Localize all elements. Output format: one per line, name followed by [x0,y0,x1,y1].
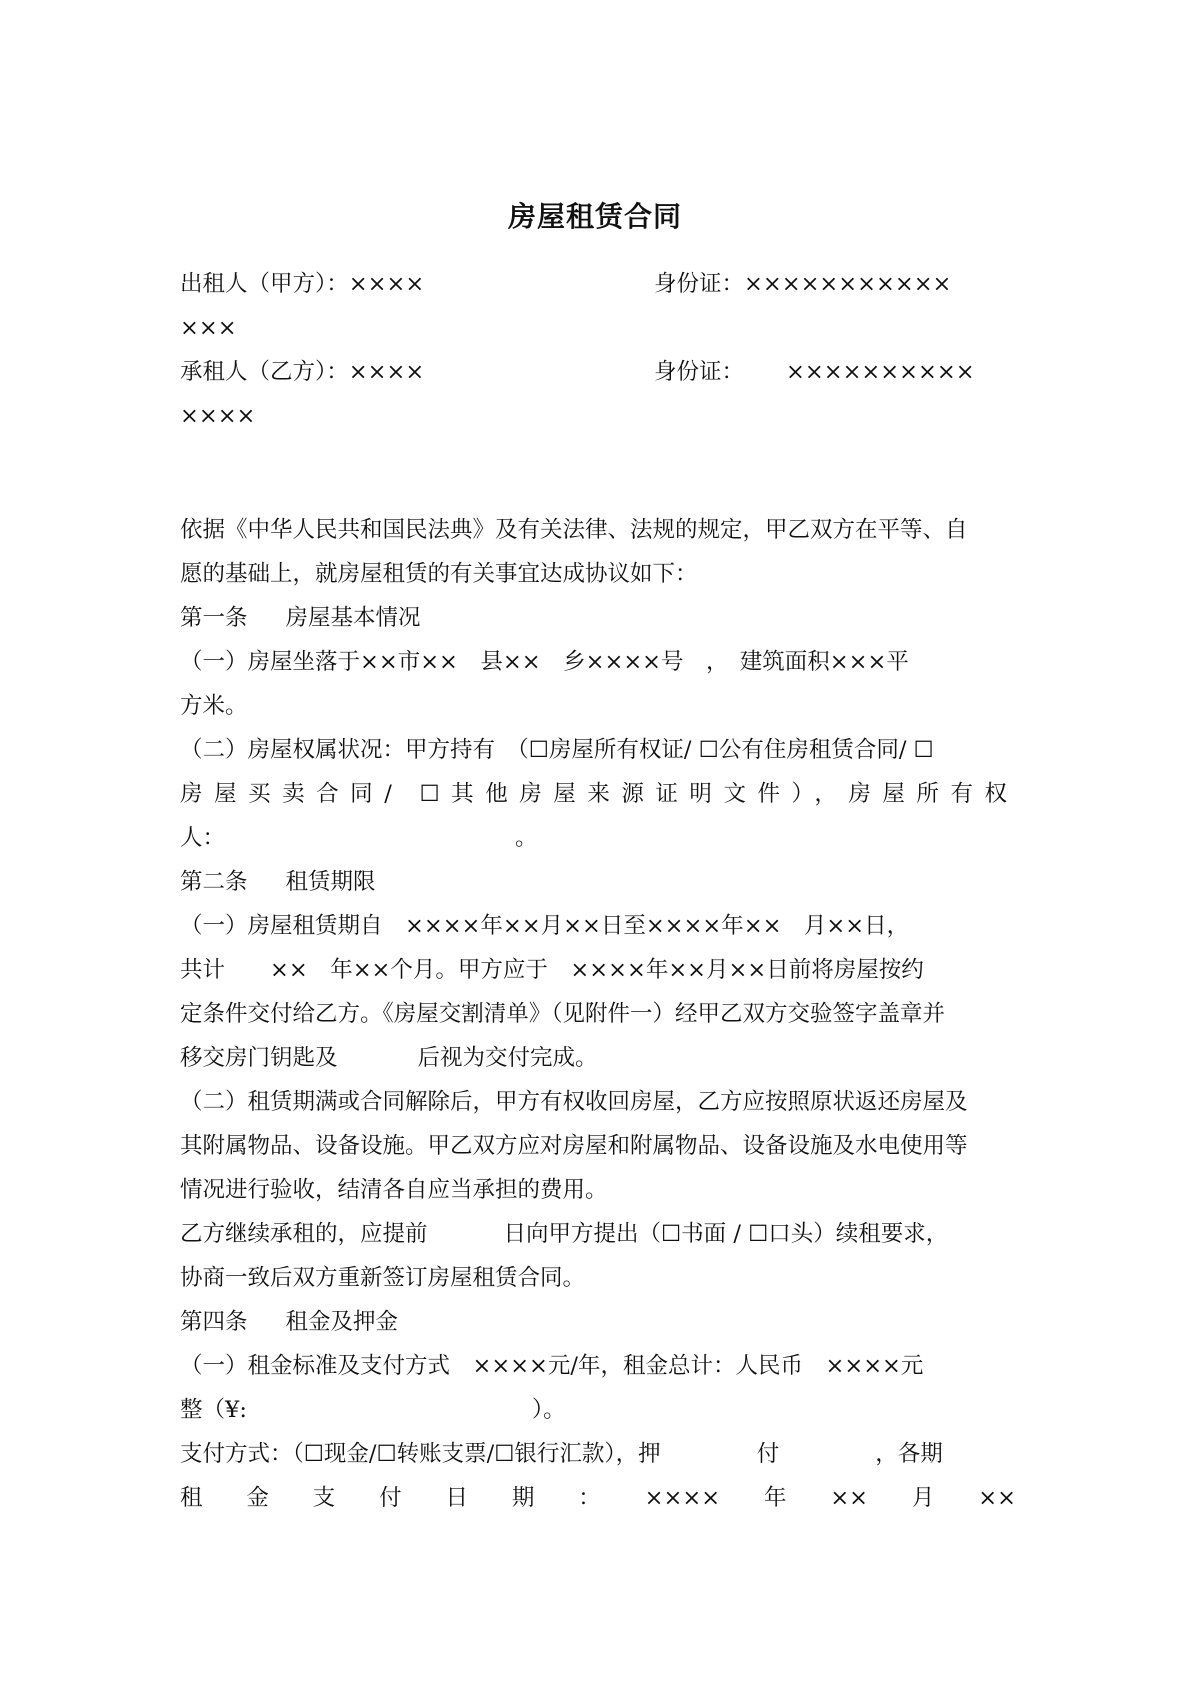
payment-method-line [180,1432,1016,1476]
owner-end: 。 [515,825,538,851]
lessee-id-value: ×××××××××× [786,359,975,385]
renewal-text-a: 乙方继续承租的，应提前 [180,1221,428,1247]
delivery-complete-text: 后视为交付完成。 [417,1045,598,1071]
article-2-item-1-line-1: （一）房屋租赁期自 ××××年××月××日至××××年×× 月××日， [180,913,910,939]
article-2-title: 租赁期限 [285,869,376,895]
article-2-number: 第二条 [180,869,248,895]
renewal-text-b: 日向甲方提出（☐书面 / ☐口头）续租要求， [503,1221,949,1247]
lessee-row [180,350,1016,394]
lessor-id [654,262,951,306]
lessee-label: 承租人（乙方）： [180,359,349,385]
lessee-id-continued: ×××× [180,403,256,429]
article-1-item-2-line-3 [180,816,1016,860]
lessee-name: ×××× [348,359,425,385]
owner-label: 人： [180,825,226,851]
total-rent-amount-label: 整（¥: [180,1397,247,1423]
article-1-title: 房屋基本情况 [285,605,421,631]
article-2-item-2-line-2: 其附属物品、设备设施。甲乙双方应对房屋和附属物品、设备设施及水电使用等 [180,1133,968,1159]
contract-body [180,508,1016,1520]
article-4-title: 租金及押金 [285,1309,399,1335]
lessor-id-value: ××××××××××× [744,271,952,297]
keys-text: 移交房门钥匙及 [180,1045,338,1071]
payment-period-text: ，各期 [875,1441,943,1467]
article-2-item-1-line-4 [180,1036,1016,1080]
article-4-item-1-line-2 [180,1388,1016,1432]
preamble-line-2: 愿的基础上，就房屋租赁的有关事宜达成协议如下： [180,561,698,587]
article-2-item-1-line-3: 定条件交付给乙方。《房屋交割清单》（见附件一）经甲乙双方交验签字盖章并 [180,1001,946,1027]
payment-date-line: 租金支付日期：××××年××月×× [180,1485,1016,1511]
renewal-line-2: 协商一致后双方重新签订房屋租赁合同。 [180,1265,586,1291]
lessor-label: 出租人（甲方）： [180,271,349,297]
article-1-item-1-line-1: （一）房屋坐落于××市×× 县×× 乡××××号 ， 建筑面积×××平 [180,649,909,675]
article-1-item-2-line-2: 房屋买卖合同/ ☐其他房屋来源证明文件），房屋所有权 [180,781,1016,807]
lessee-id-label: 身份证： [654,359,745,385]
article-1-item-1-line-2: 方米。 [180,693,248,719]
document-title: 房屋租赁合同 [507,200,682,233]
article-1-item-2-line-1: （二）房屋权属状况：甲方持有 （☐房屋所有权证/ ☐公有住房租赁合同/ ☐ [180,737,934,763]
lessor-row [180,262,1016,306]
payment-pay-text: 付 [756,1441,780,1467]
renewal-line-1 [180,1212,1016,1256]
article-4-item-1-line-1: （一）租金标准及支付方式 ××××元/年，租金总计：人民币 ××××元 [180,1353,924,1379]
lessor-name: ×××× [348,271,425,297]
article-2-item-2-line-1: （二）租赁期满或合同解除后，甲方有权收回房屋，乙方应按照原状返还房屋及 [180,1089,968,1115]
article-2-heading [180,860,1016,904]
lessor-id-label: 身份证： [654,271,745,297]
parties-block [180,262,1016,438]
article-2-item-1-line-2: 共计 ×× 年××个月。甲方应于 ××××年××月××日前将房屋按约 [180,957,924,983]
article-1-heading [180,596,1016,640]
preamble-line-1: 依据《中华人民共和国民法典》及有关法律、法规的规定，甲乙双方在平等、自 [180,517,968,543]
article-1-number: 第一条 [180,605,248,631]
article-2-item-2-line-3: 情况进行验收，结清各自应当承担的费用。 [180,1177,608,1203]
total-rent-amount-end: ）。 [531,1397,566,1423]
lessor-id-continued: ××× [180,315,237,341]
payment-method-text: 支付方式：（☐现金/☐转账支票/☐银行汇款），押 [180,1441,661,1467]
article-4-number: 第四条 [180,1309,248,1335]
lessee-id [654,350,975,394]
article-4-heading [180,1300,1016,1344]
